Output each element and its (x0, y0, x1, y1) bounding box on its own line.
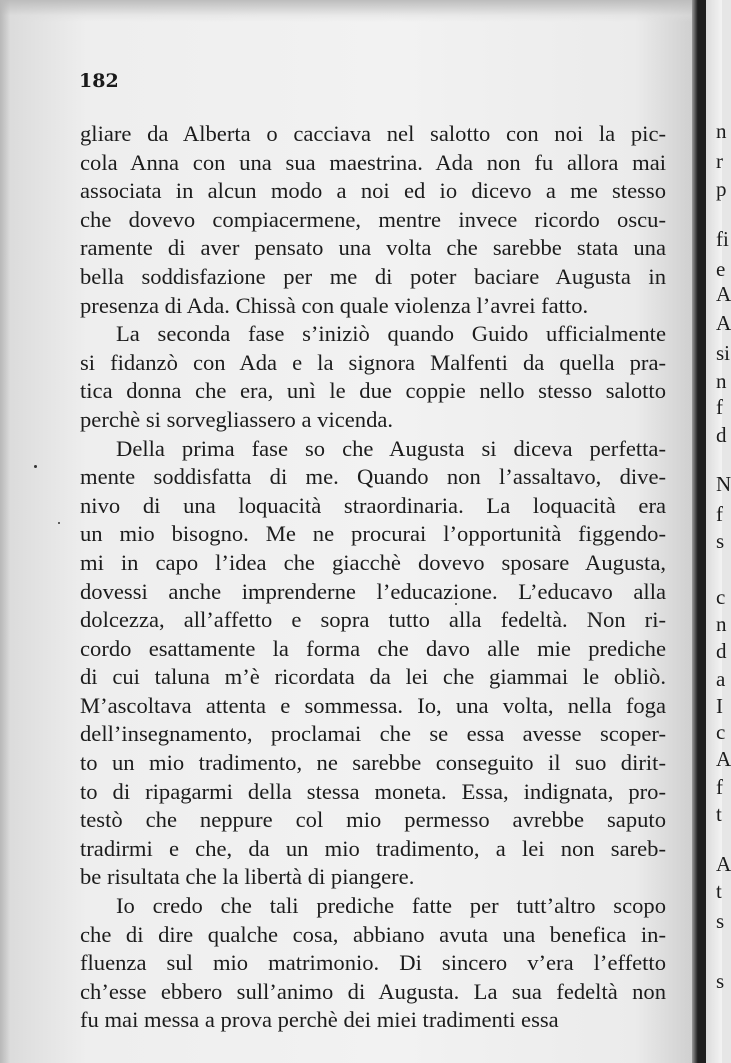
text-line: cordo esattamente la forma che davo alle mie prediche (80, 635, 666, 661)
facing-page-fragment: si (716, 341, 731, 365)
text-line: si fidanzò con Ada e la signora Malfenti da quella pra- (80, 349, 666, 375)
facing-page-fragment: n (716, 119, 727, 143)
text-line: tradirmi e che, da un mio tradimento, a lei non sareb- (80, 835, 666, 861)
text-line: tica donna che era, unì le due coppie nello stesso salotto (80, 378, 666, 404)
text-line: nivo di una loquacità straordinaria. La loquacità era (80, 492, 666, 518)
facing-page-fragment: t (716, 802, 722, 826)
text-line: dovessi anche imprenderne l’educazione. L’educavo alla (80, 578, 666, 604)
facing-page-fragment: e (716, 257, 726, 281)
text-line: ch’esse ebbero sull’animo di Augusta. La sua fedeltà non (80, 978, 666, 1004)
facing-page-fragment: a (716, 667, 726, 691)
text-line: La seconda fase s’iniziò quando Guido ufficialmente (116, 321, 666, 347)
facing-page-fragment: A (716, 282, 731, 306)
facing-page-fragment: r (716, 149, 723, 173)
ink-speck (34, 465, 37, 468)
facing-page-fragment: A (716, 747, 731, 771)
facing-page-fragment: f (716, 775, 723, 799)
text-line: mente soddisfatta di me. Quando non l’assaltavo, dive- (80, 464, 666, 490)
text-line: fu mai messa a prova perchè dei miei tradimenti essa (80, 1007, 559, 1033)
facing-page-fragment: f (716, 395, 723, 419)
text-line: testò che neppure col mio permesso avrebbe saputo (80, 807, 666, 833)
facing-page-fragment: A (716, 311, 731, 335)
text-line: fluenza sul mio matrimonio. Di sincero v’era l’effetto (80, 950, 666, 976)
facing-page-fragment: A (716, 852, 731, 876)
text-line: Io credo che tali prediche fatte per tutt’altro scopo (116, 893, 666, 919)
facing-page-fragment: n (716, 369, 727, 393)
facing-page-fragment: d (716, 639, 727, 663)
facing-page-fragment: I (716, 694, 723, 718)
facing-page-fragment: d (716, 423, 727, 447)
facing-page-fragment: s (716, 969, 725, 993)
ink-speck (455, 603, 457, 605)
facing-page-fragment: fi (716, 227, 729, 251)
text-line: presenza di Ada. Chissà con quale violenza l’avrei fatto. (80, 292, 589, 318)
facing-page-fragment: t (716, 879, 722, 903)
text-line: associata in alcun modo a noi ed io dicevo a me stesso (80, 178, 666, 204)
facing-page-fragment: c (716, 585, 726, 609)
facing-page-fragment: s (716, 529, 725, 553)
text-line: Della prima fase so che Augusta si diceva perfetta- (116, 435, 666, 461)
text-line: cola Anna con una sua maestrina. Ada non fu allora mai (80, 149, 666, 175)
body-text (80, 120, 666, 1035)
text-line: un mio bisogno. Me ne procurai l’opportunità figgendo- (80, 521, 666, 547)
text-line: che di dire qualche cosa, abbiano avuta una benefica in- (80, 921, 666, 947)
text-line: to di ripagarmi della stessa moneta. Essa, indignata, pro- (80, 778, 666, 804)
text-line: dolcezza, all’affetto e sopra tutto alla fedeltà. Non ri- (80, 607, 666, 633)
text-line: di cui taluna m’è ricordata da lei che giammai le obliò. (80, 664, 666, 690)
facing-page-fragment: f (716, 502, 723, 526)
text-line: bella soddisfazione per me di poter baciare Augusta in (80, 263, 666, 289)
page-number: 182 (79, 70, 119, 92)
facing-page-fragment: s (716, 909, 725, 933)
facing-page-fragment: c (716, 720, 726, 744)
text-line: che dovevo compiacermene, mentre invece ricordo oscu- (80, 206, 666, 232)
text-line: ramente di aver pensato una volta che sarebbe stata una (80, 235, 666, 261)
text-line: mi in capo l’idea che giacchè dovevo sposare Augusta, (80, 549, 666, 575)
text-line: be risultata che la libertà di piangere. (80, 864, 415, 890)
text-line: dell’insegnamento, proclamai che se essa avesse scoper- (80, 721, 666, 747)
text-line: perchè si sorvegliassero a vicenda. (80, 406, 394, 432)
facing-page-edge (698, 0, 731, 1063)
text-line: gliare da Alberta o cacciava nel salotto con noi la pic- (80, 121, 666, 146)
ink-speck (58, 522, 60, 524)
facing-page-fragment: n (716, 612, 727, 636)
facing-page-strip (706, 0, 731, 1063)
text-line: to un mio tradimento, ne sarebbe conseguito il suo dirit- (80, 750, 666, 776)
facing-page-fragment: N (716, 472, 731, 496)
text-line: M’ascoltava attenta e sommessa. Io, una volta, nella foga (80, 692, 666, 718)
facing-page-fragment: p (716, 177, 727, 201)
